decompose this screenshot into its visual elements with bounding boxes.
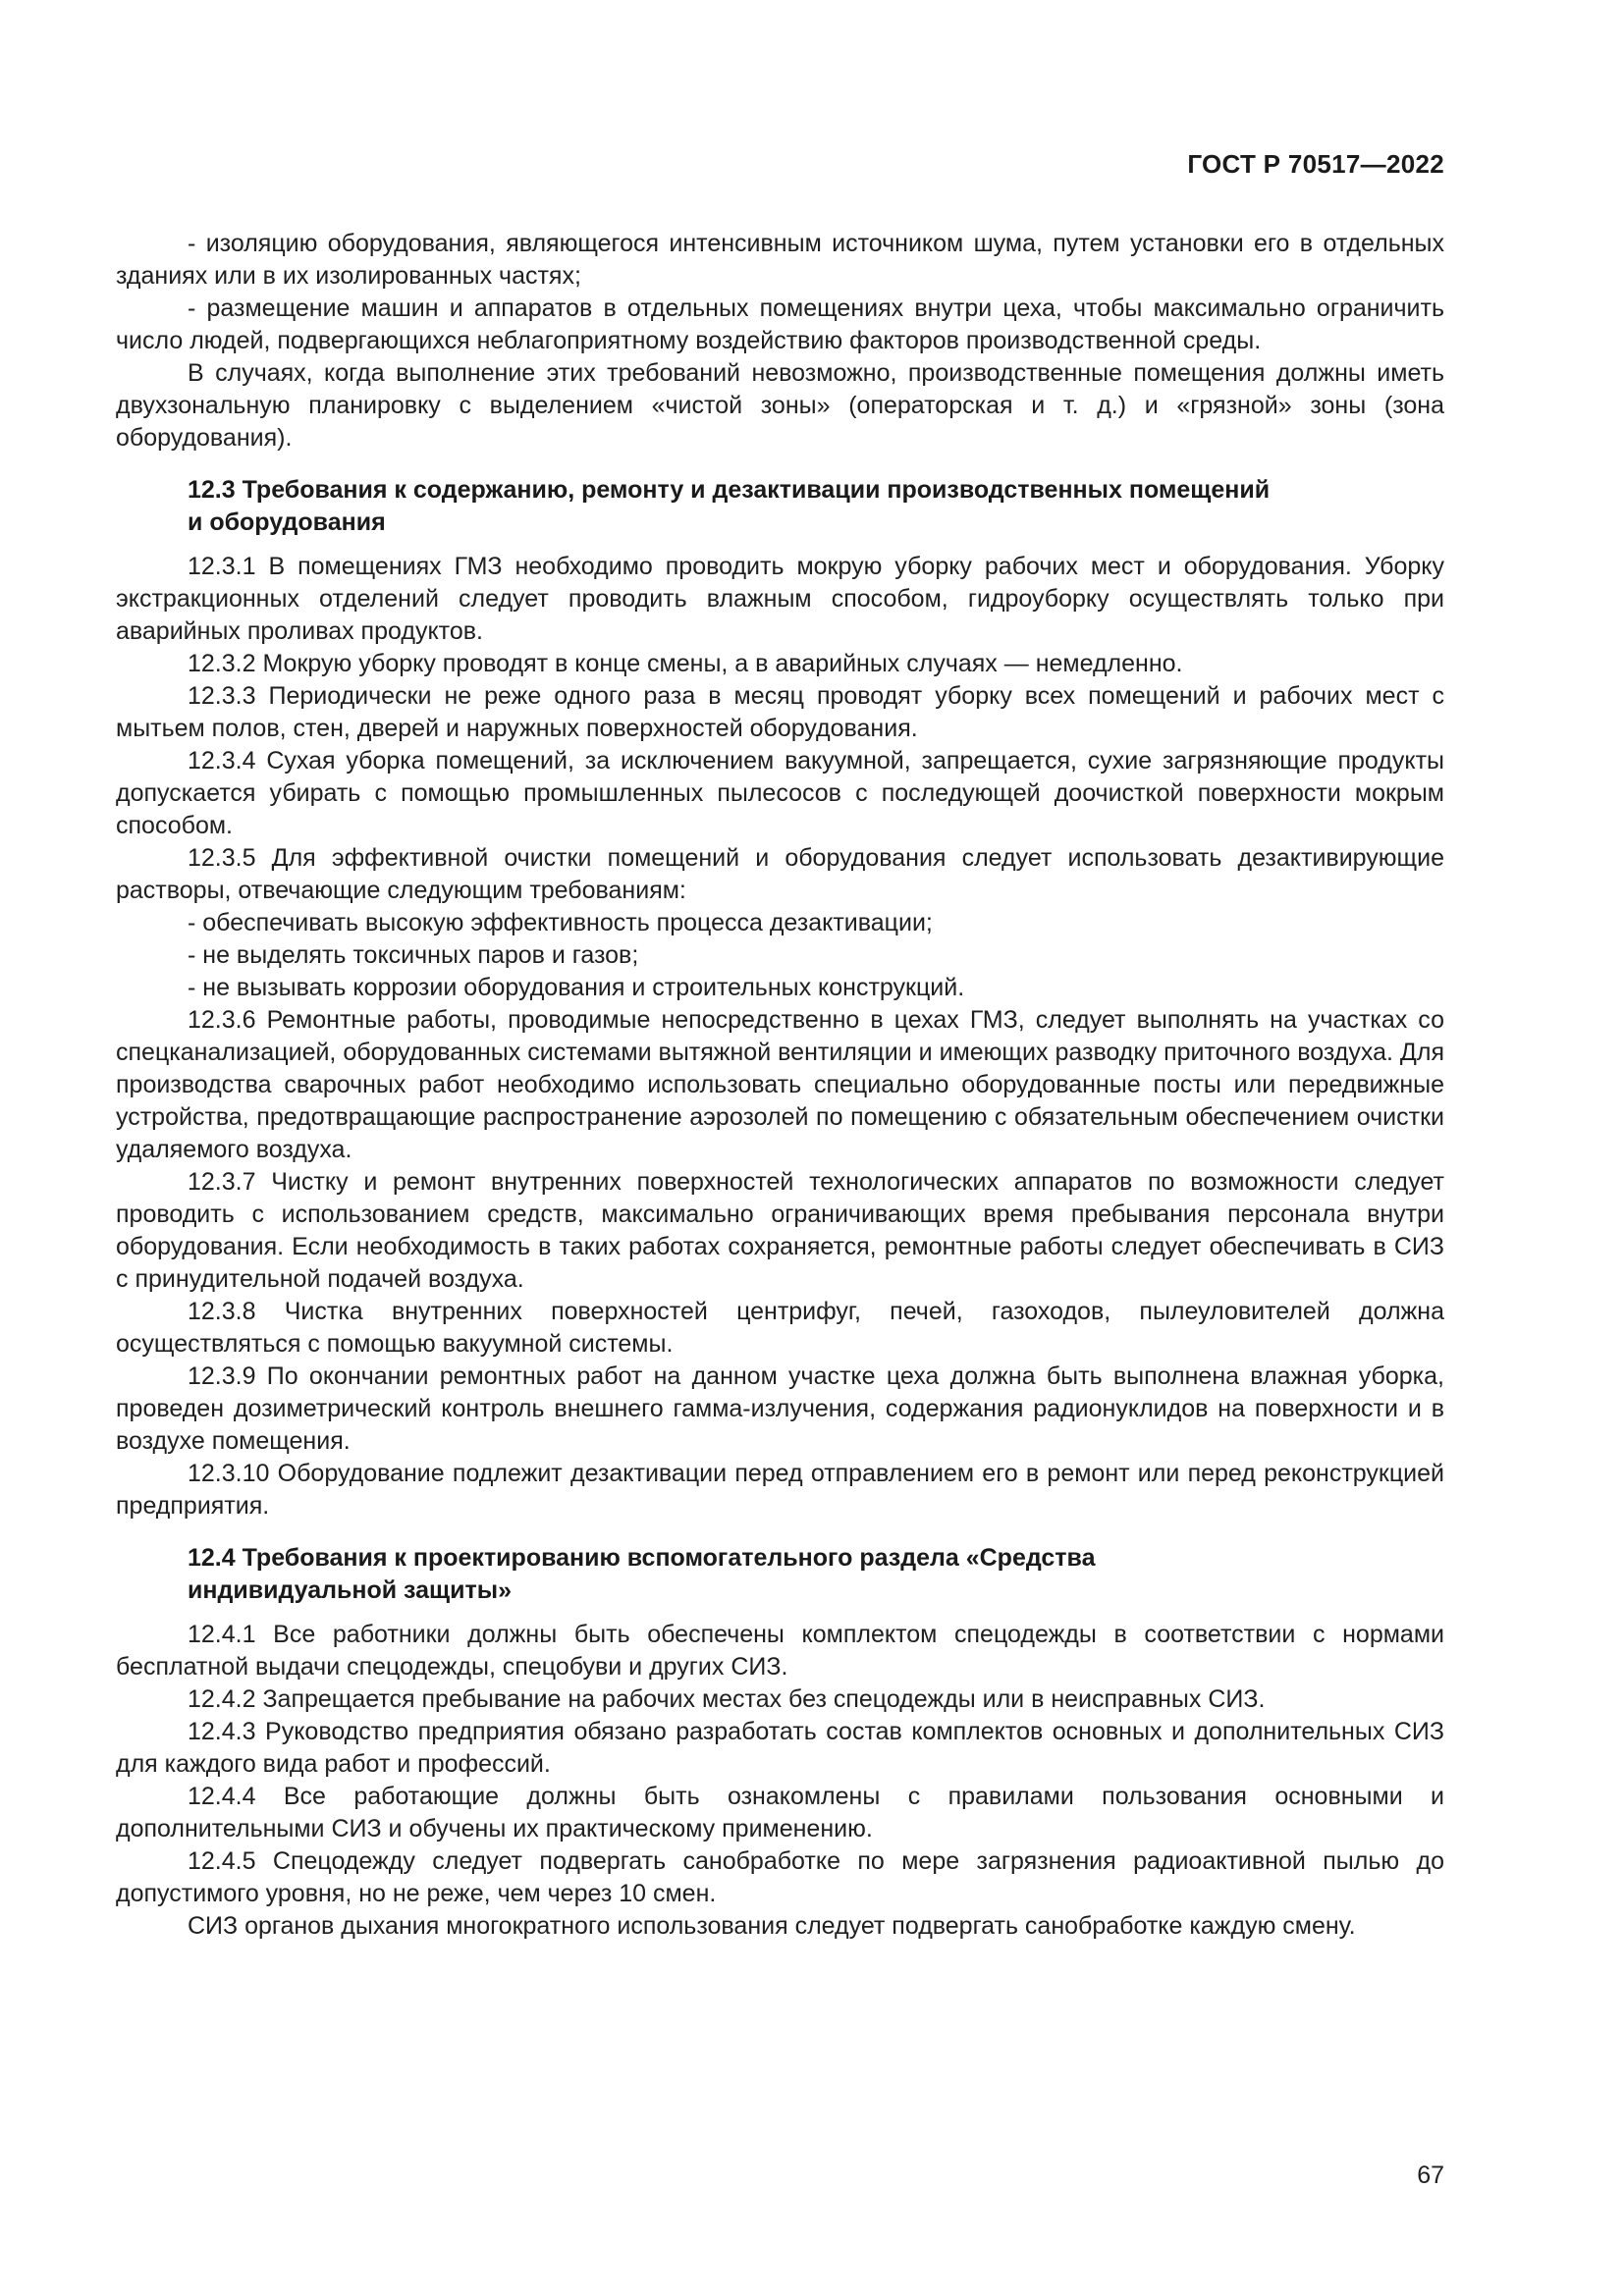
heading-line: и оборудования [188, 508, 386, 536]
paragraph-12-4-5: 12.4.5 Спецодежду следует подвергать санобработке по мере загрязнения радиоактивной пылью до допустимого уровня, но не реже, чем через 10 смен. [116, 1847, 1444, 1907]
paragraph-12-4-4: 12.4.4 Все работающие должны быть ознакомлены с правилами пользования основными и дополнительными СИЗ и обучены их практическому применению. [116, 1783, 1444, 1842]
paragraph-12-3-8: 12.3.8 Чистка внутренних поверхностей центрифуг, печей, газоходов, пылеуловителей должна осуществляться с помощью вакуумной системы. [116, 1298, 1444, 1358]
paragraph-12-3-4: 12.3.4 Сухая уборка помещений, за исключением вакуумной, запрещается, сухие загрязняющие продукты допускается убирать с помощью промышленных пылесосов с последующей доочисткой поверхности мокрым способом. [116, 747, 1444, 839]
paragraph-12-3-9: 12.3.9 По окончании ремонтных работ на данном участке цеха должна быть выполнена влажная уборка, проведен дозиметрический контроль внешнего гамма-излучения, содержания радионуклидов на поверхности и в воздухе помещения. [116, 1362, 1444, 1455]
page-number: 67 [1417, 2162, 1444, 2189]
paragraph: СИЗ органов дыхания многократного использования следует подвергать санобработке каждую смену. [188, 1912, 1356, 1940]
paragraph-12-3-6: 12.3.6 Ремонтные работы, проводимые непосредственно в цехах ГМЗ, следует выполнять на участках со спецканализацией, оборудованных системами вытяжной вентиляции и имеющих разводку приточного воздуха. Для производства сварочных работ необходимо использовать специально оборудованные посты или передвижные устройства, предотвращающие распространение аэрозолей по помещению с обязательным обеспечением очистки удаляемого воздуха. [116, 1006, 1444, 1163]
paragraph-12-4-1: 12.4.1 Все работники должны быть обеспечены комплектом спецодежды в соответствии с нормами бесплатной выдачи спецодежды, спецобуви и других СИЗ. [116, 1621, 1444, 1681]
paragraph-12-4-3: 12.4.3 Руководство предприятия обязано разработать состав комплектов основных и дополнительных СИЗ для каждого вида работ и профессий. [116, 1718, 1444, 1778]
paragraph-12-3-10: 12.3.10 Оборудование подлежит дезактивации перед отправлением его в ремонт или перед реконструкцией предприятия. [116, 1460, 1444, 1520]
paragraph-12-3-7: 12.3.7 Чистку и ремонт внутренних поверхностей технологических аппаратов по возможности следует проводить с использованием средств, максимально ограничивающих время пребывания персонала внутри оборудования. Если необходимость в таких работах сохраняется, ремонтные работы следует обеспечивать в СИЗ с принудительной подачей воздуха. [116, 1168, 1444, 1293]
paragraph: - размещение машин и аппаратов в отдельных помещениях внутри цеха, чтобы максимально ограничить число людей, подвергающихся неблагоприятному воздействию факторов производственной среды. [116, 294, 1444, 354]
paragraph-12-3-1: 12.3.1 В помещениях ГМЗ необходимо проводить мокрую уборку рабочих мест и оборудования. Уборку экстракционных отделений следует проводить влажным способом, гидроуборку осуществлять только при аварийных проливах продуктов. [116, 553, 1444, 645]
paragraph-12-4-2: 12.4.2 Запрещается пребывание на рабочих местах без спецодежды или в неисправных СИЗ. [188, 1685, 1266, 1713]
heading-line: 12.3 Требования к содержанию, ремонту и дезактивации производственных помещений [188, 476, 1271, 504]
paragraph: - изоляцию оборудования, являющегося интенсивным источником шума, путем установки его в отдельных зданиях или в их изолированных частях; [116, 230, 1444, 290]
paragraph: В случаях, когда выполнение этих требований невозможно, производственные помещения должны иметь двухзональную планировку с выделением «чистой зоны» (операторская и т. д.) и «грязной» зоны (зона оборудования). [116, 359, 1444, 452]
heading-line: индивидуальной защиты» [188, 1576, 512, 1604]
list-item: - не вызывать коррозии оборудования и строительных конструкций. [188, 974, 965, 1001]
list-item: - обеспечивать высокую эффективность процесса дезактивации; [188, 909, 933, 936]
section-heading-12-4 [116, 1542, 1444, 1607]
page-content [116, 228, 1444, 1943]
paragraph-12-3-3: 12.3.3 Периодически не реже одного раза в месяц проводят уборку всех помещений и рабочих мест с мытьем полов, стен, дверей и наружных поверхностей оборудования. [116, 682, 1444, 742]
section-12-4-body [116, 1619, 1444, 1943]
section-heading-12-3 [116, 474, 1444, 539]
paragraph-12-3-5: 12.3.5 Для эффективной очистки помещений и оборудования следует использовать дезактивирующие растворы, отвечающие следующим требованиям: [116, 844, 1444, 904]
heading-line: 12.4 Требования к проектированию вспомогательного раздела «Средства [188, 1544, 1096, 1572]
list-item: - не выделять токсичных паров и газов; [188, 941, 639, 969]
paragraph-12-3-2: 12.3.2 Мокрую уборку проводят в конце смены, а в аварийных случаях — немедленно. [188, 650, 1183, 677]
standard-designation: ГОСТ Р 70517—2022 [1187, 149, 1444, 179]
top-paragraphs [116, 228, 1444, 454]
section-12-3-body [116, 551, 1444, 1522]
